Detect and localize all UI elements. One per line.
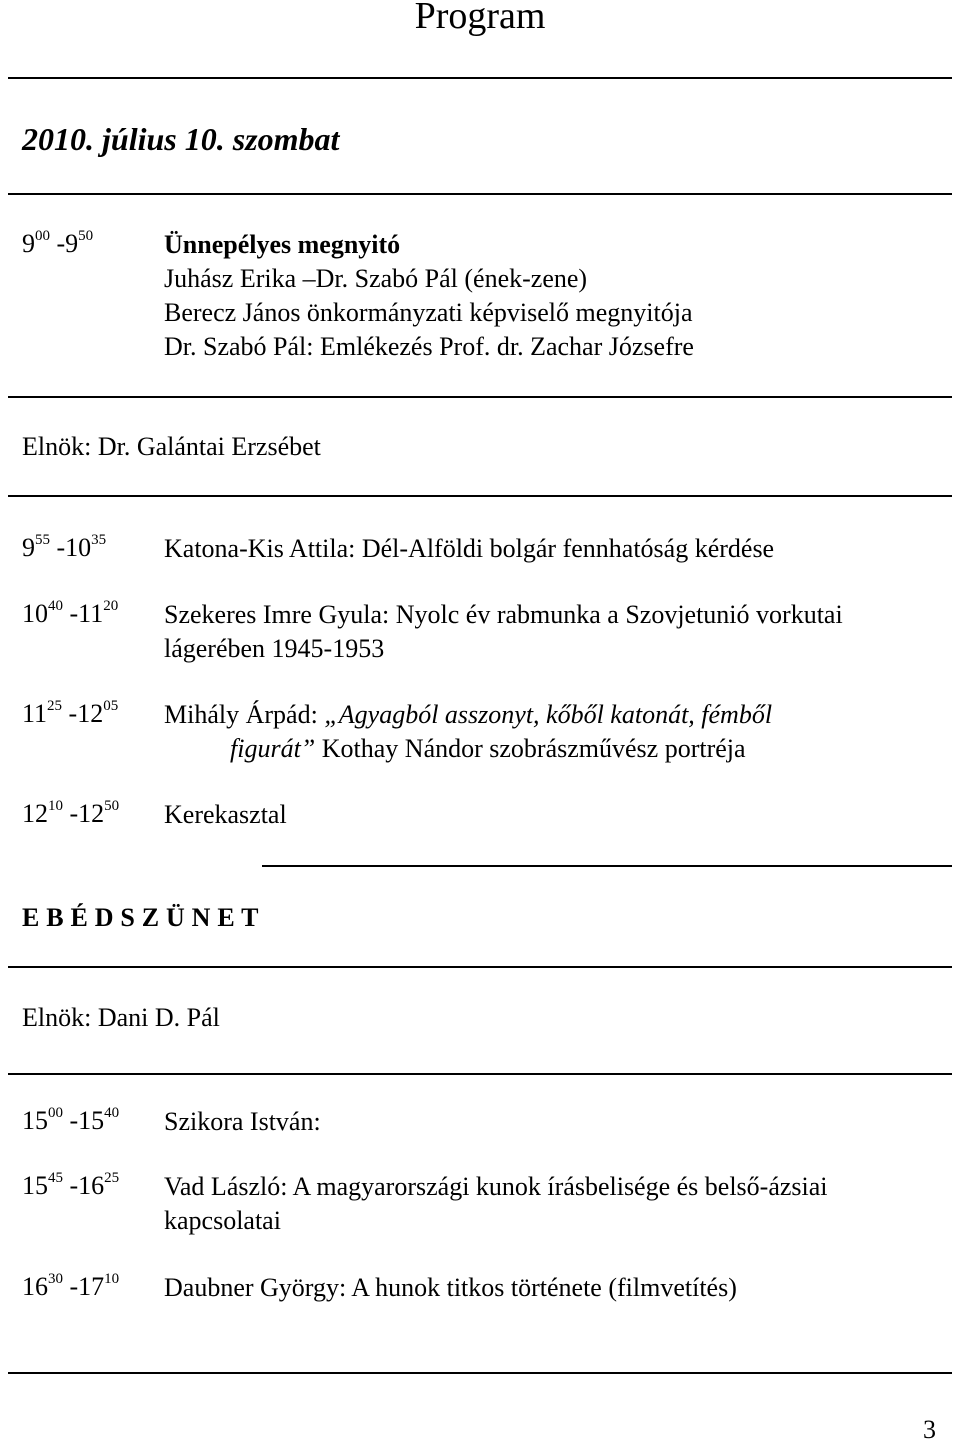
time-slot: $10^{40}$ $-11^{20}$ [22,598,119,628]
program-entry [164,1170,944,1238]
opening-entry [164,228,944,364]
program-entry-line: Katona-Kis Attila: Dél-Alföldi bolgár fennhatóság kérdése [164,534,775,563]
opening-title: Ünnepélyes megnyitó [164,230,401,259]
chair-2: Elnök: Dani D. Pál [22,1003,220,1032]
program-entry-line: Vad László: A magyarországi kunok írásbelisége és belső-ázsiai [164,1172,828,1201]
program-entry [164,798,944,832]
program-entry-line: kapcsolatai [164,1206,281,1235]
time-slot: $11^{25}$ $-12^{05}$ [22,698,119,728]
lunch-break-heading: E B É D S Z Ü N E T [22,903,259,932]
program-entry-line: figurát” Kothay Nándor szobrászművész portréja [230,734,746,763]
divider-line [262,865,952,867]
event-date: 2010. július 10. szombat [22,121,340,157]
divider-line [8,1372,952,1374]
opening-line: Dr. Szabó Pál: Emlékezés Prof. dr. Zachar Józsefre [164,332,694,361]
time-slot: $15^{45}$ $-16^{25}$ [22,1170,120,1200]
program-entry [164,1271,944,1305]
program-entry [164,532,944,566]
time-slot: $12^{10}$ $-12^{50}$ [22,798,120,828]
page-number: 3 [923,1415,936,1444]
opening-line: Berecz János önkormányzati képviselő megnyitója [164,298,693,327]
divider-line [8,77,952,79]
divider-line [8,396,952,398]
time-slot: $16^{30}$ $-17^{10}$ [22,1271,120,1301]
program-entry [164,598,944,666]
program-entry-line: Szekeres Imre Gyula: Nyolc év rabmunka a Szovjetunió vorkutai [164,600,843,629]
program-entry-line: Mihály Árpád: „Agyagból asszonyt, kőből katonát, fémből [164,700,773,729]
opening-line: Juhász Erika –Dr. Szabó Pál (ének-zene) [164,264,588,293]
program-entry [164,698,944,766]
program-entry-line: Kerekasztal [164,800,287,829]
time-slot-opening: $9^{00}$ $-9^{50}$ [22,228,94,258]
program-entry-line: lágerében 1945-1953 [164,634,385,663]
divider-line [8,193,952,195]
program-entry [164,1105,944,1139]
time-slot: $15^{00}$ $-15^{40}$ [22,1105,120,1135]
time-slot: $9^{55}$ $-10^{35}$ [22,532,107,562]
page-title: Program [414,0,546,37]
divider-line [8,966,952,968]
divider-line [8,495,952,497]
chair-1: Elnök: Dr. Galántai Erzsébet [22,432,321,461]
divider-line [8,1073,952,1075]
program-entry-line: Daubner György: A hunok titkos története (filmvetítés) [164,1273,737,1302]
program-entry-line: Szikora István: [164,1107,321,1136]
